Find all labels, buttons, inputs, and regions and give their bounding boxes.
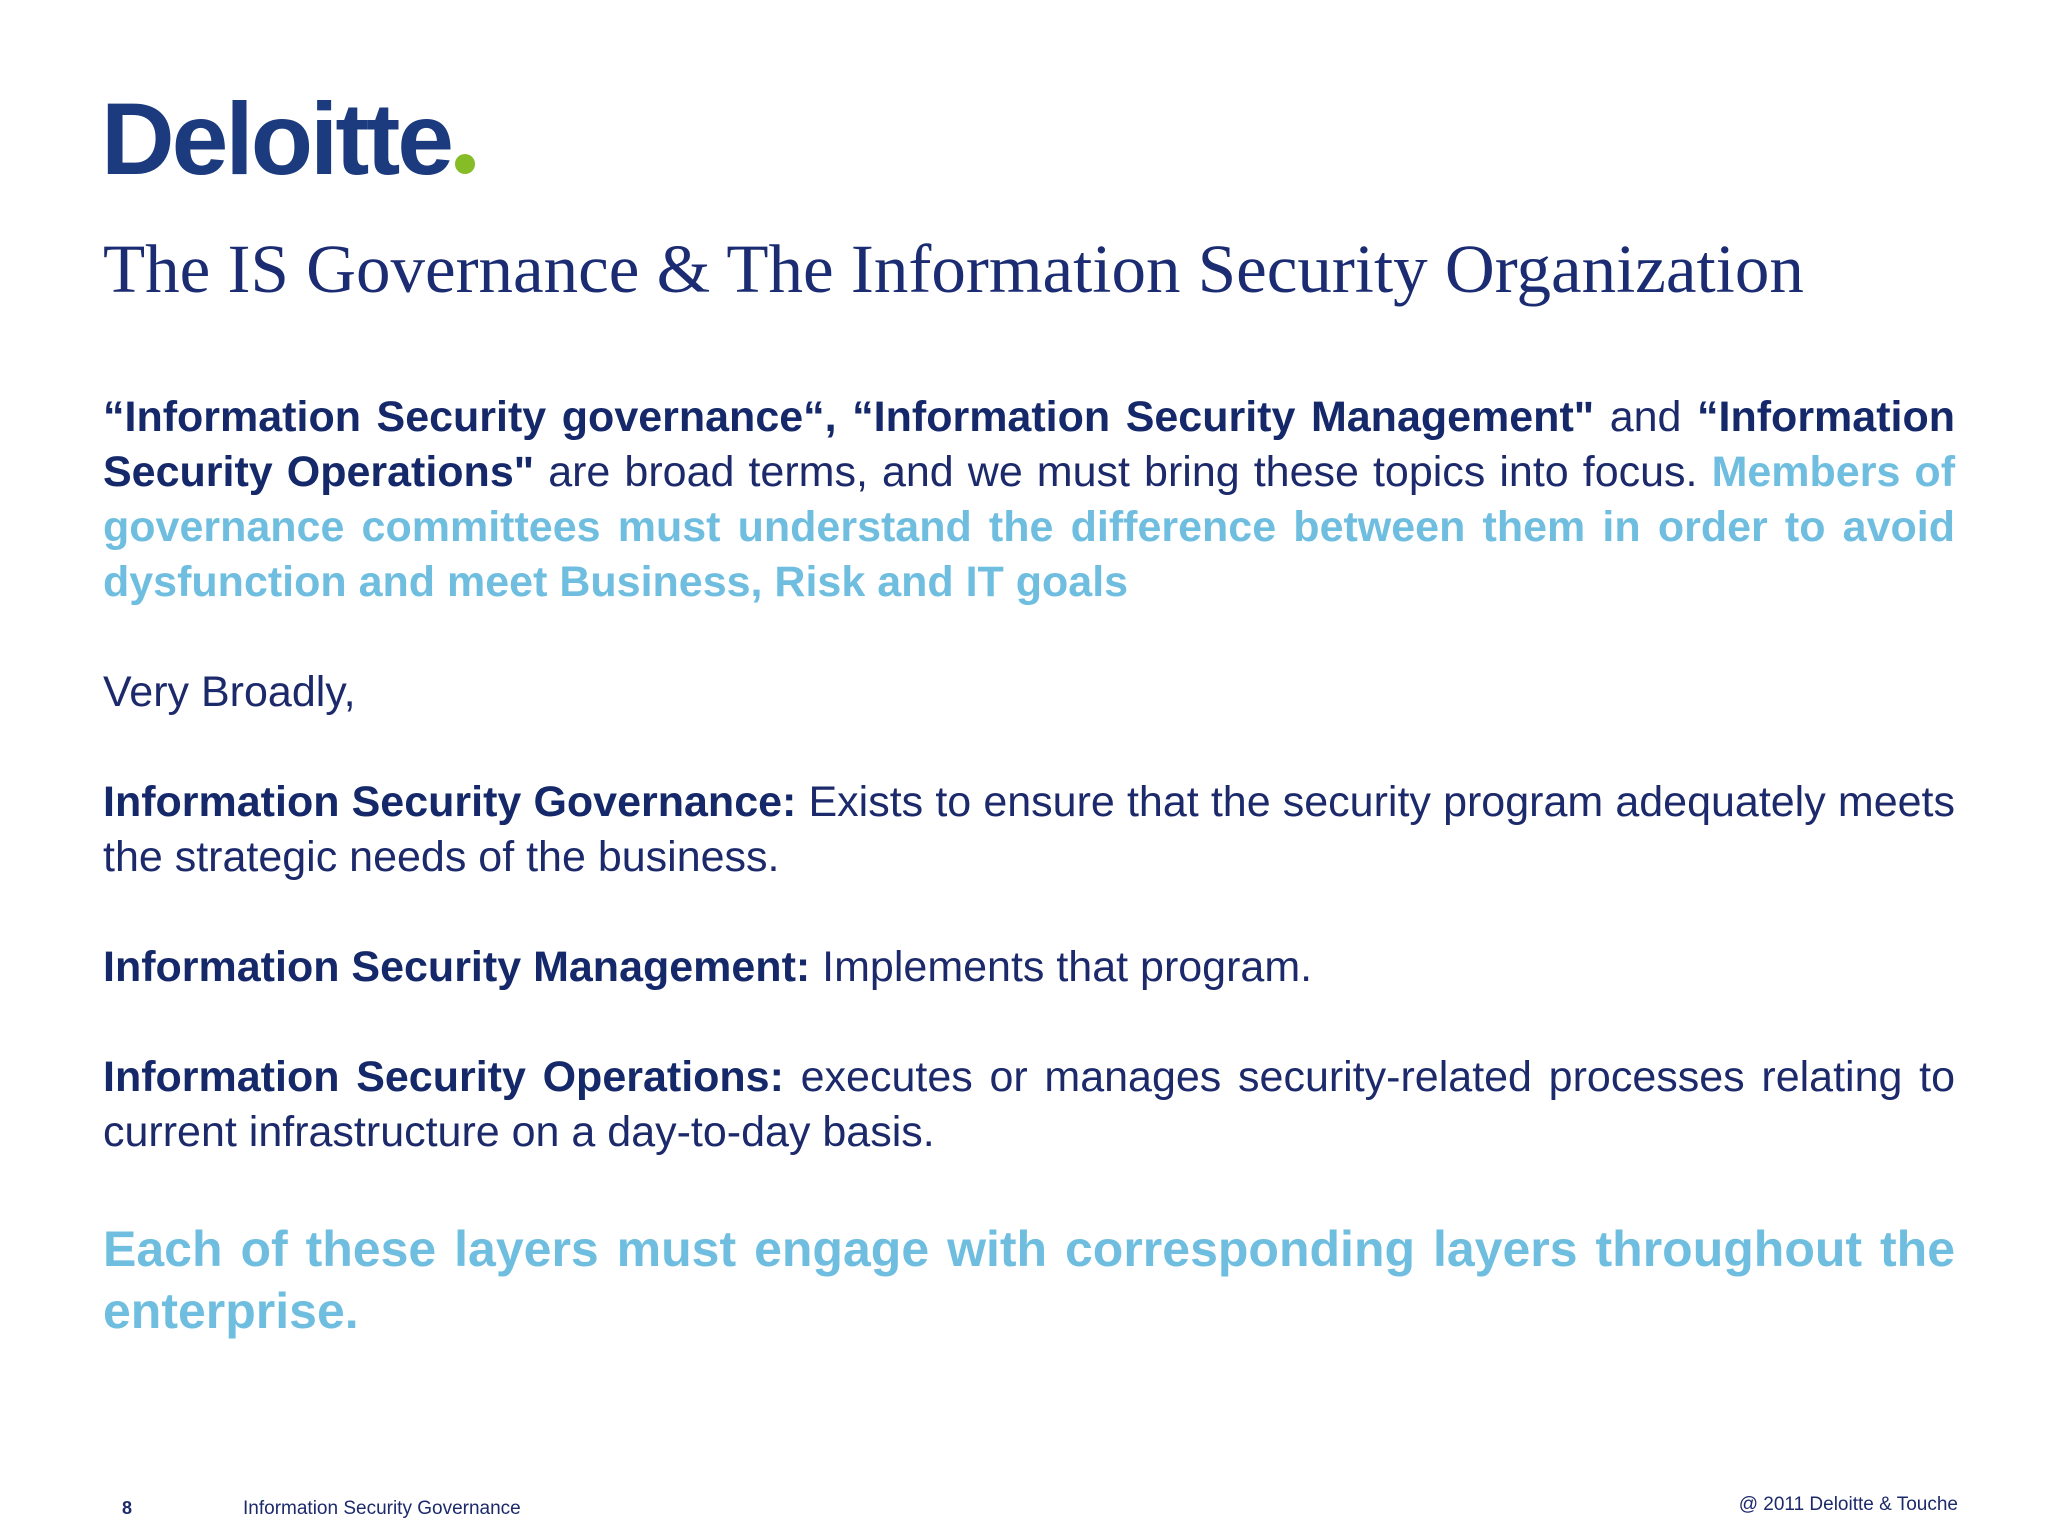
- intro-bold-terms-1: “Information Security governance“, “Information Security Management": [103, 393, 1595, 441]
- logo-wordmark: Deloitte: [101, 82, 452, 196]
- definition-operations: [103, 1050, 1955, 1160]
- footer-doc-title: Information Security Governance: [243, 1498, 521, 1519]
- intro-plain-2: are broad terms, and we must bring these topics into focus.: [534, 448, 1712, 496]
- definition-management: [103, 940, 1955, 995]
- definition-text: Exists to ensure that the security program adequately meets the strategic needs of the business.: [103, 778, 1955, 881]
- definition-term: Information Security Governance:: [103, 778, 797, 826]
- footer-copyright: @ 2011 Deloitte & Touche: [1738, 1494, 1958, 1515]
- definition-term: Information Security Management:: [103, 943, 811, 991]
- deloitte-logo: [101, 82, 475, 198]
- slide-body: [103, 390, 1955, 1342]
- logo-dot-icon: [455, 154, 475, 174]
- page-number: 8: [122, 1498, 133, 1518]
- definition-text: executes or manages security-related processes relating to current infrastructure on a day-to-day basis.: [103, 1053, 1955, 1156]
- intro-bold-terms-2: “Information Security Operations": [103, 393, 1955, 496]
- lead-text: Very Broadly,: [103, 668, 356, 716]
- intro-highlight: Members of governance committees must understand the difference between them in order to avoid dysfunction and meet Business, Risk and IT goals: [103, 448, 1956, 606]
- definition-term: Information Security Operations:: [103, 1053, 784, 1101]
- intro-paragraph: [103, 390, 1955, 610]
- closing-statement: Each of these layers must engage with corresponding layers throughout the enterprise.: [103, 1221, 1955, 1339]
- slide-title: The IS Governance & The Information Security Organization: [103, 231, 1804, 307]
- definition-governance: [103, 775, 1955, 885]
- definition-text: Implements that program.: [810, 943, 1313, 991]
- intro-plain-1: and: [1594, 393, 1698, 441]
